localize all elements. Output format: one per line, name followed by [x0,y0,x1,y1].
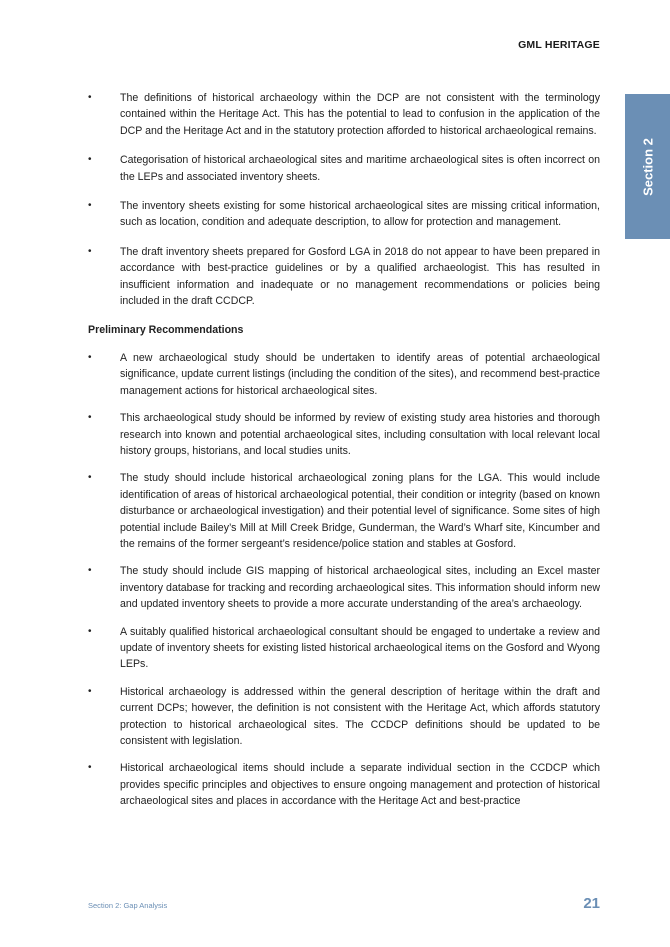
list-item: • This archaeological study should be informed by review of existing study area histories and thorough research into known and potential archaeological sites, including consultation with local relevant local history groups, historians, and local studies units. [88,410,600,459]
body-content [88,90,600,810]
footer-section-label: Section 2: Gap Analysis [88,901,168,910]
list-item: • The draft inventory sheets prepared for Gosford LGA in 2018 do not appear to have been prepared in accordance with best-practice guidelines or by a qualified archaeologist. This has resulted in insufficient information and inadequate or no management recommendations or policies being included in the draft CCDCP. [88,244,600,310]
page-number: 21 [583,895,600,912]
running-header: GML HERITAGE [518,39,600,51]
list-item: • The study should include historical archaeological zoning plans for the LGA. This would include identification of areas of historical archaeological potential, their condition or integrity (based on known disturbance or archaeological investigation) and their potential level of significance. Some sites of high potential include Bailey’s Mill at Mill Creek Bridge, Gunderman, the Ward’s Wharf site, Kincumber and the remains of the former sergeant’s residence/police station and stables at Gosford. [88,470,600,552]
list-item: • A suitably qualified historical archaeological consultant should be engaged to undertake a review and update of inventory sheets for existing listed historical archaeological items on the Gosford and Wyong LEPs. [88,624,600,673]
recommendations-heading: Preliminary Recommendations [88,324,244,337]
list-item: • The study should include GIS mapping of historical archaeological sites, including an Excel master inventory database for tracking and recording archaeological sites. This information should inform new and updated inventory sheets to provide a more accurate understanding of the area’s archaeology. [88,563,600,612]
list-item: • The definitions of historical archaeology within the DCP are not consistent with the terminology contained within the Heritage Act. This has the potential to lead to confusion in the application of the DCP and the Heritage Act and in the statutory protection afforded to historical archaeological remains. [88,90,600,139]
section-tab [625,94,670,239]
recommendations-list [88,350,600,810]
list-item: • Categorisation of historical archaeological sites and maritime archaeological sites is often incorrect on the LEPs and associated inventory sheets. [88,152,600,185]
list-item: • A new archaeological study should be undertaken to identify areas of potential archaeological significance, update current listings (including the condition of the sites), and recommend best-practice management actions for historical archaeological sites. [88,350,600,399]
list-item: • Historical archaeological items should include a separate individual section in the CCDCP which provides specific principles and objectives to ensure ongoing management and protection of historical archaeological sites and places in accordance with the Heritage Act and best-practice [88,760,600,809]
issues-list [88,90,600,309]
section-tab-label: Section 2 [640,137,655,196]
list-item: • The inventory sheets existing for some historical archaeological sites are missing critical information, such as location, condition and adequate description, to allow for protection and management. [88,198,600,231]
list-item: • Historical archaeology is addressed within the general description of heritage within the draft and current DCPs; however, the definition is not consistent with the Heritage Act, which affords statutory protection to historical archaeological sites. The CCDCP definitions should be updated to be consistent with legislation. [88,684,600,750]
